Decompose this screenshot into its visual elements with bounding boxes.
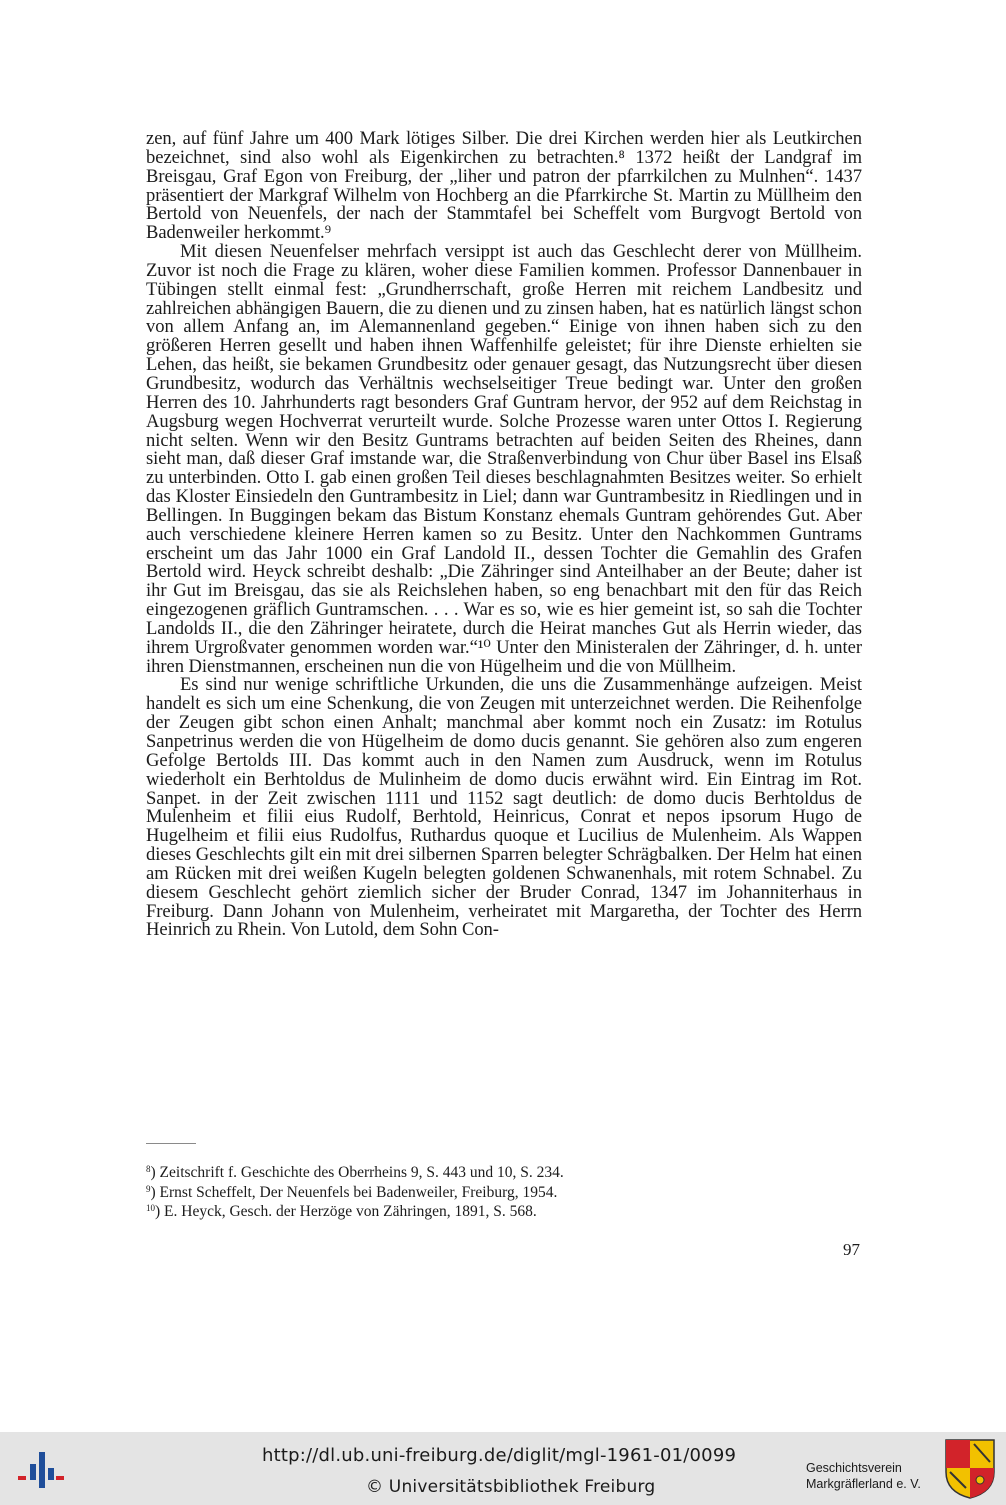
ub-freiburg-logo-icon[interactable] bbox=[18, 1450, 64, 1490]
footnote-text: Zeitschrift f. Geschichte des Oberrheins 9, S. 443 und 10, S. 234. bbox=[159, 1164, 564, 1181]
footnote-9: $^9$) Ernst Scheffelt, Der Neuenfels bei Badenweiler, Freiburg, 1954. bbox=[146, 1183, 558, 1201]
footnote-8: $^8$) Zeitschrift f. Geschichte des Oberrheins 9, S. 443 und 10, S. 234. bbox=[146, 1164, 564, 1181]
footnote-marker: 10 bbox=[146, 1203, 155, 1213]
document-url-link[interactable]: http://dl.ub.uni-freiburg.de/diglit/mgl-1961-01/0099 bbox=[262, 1445, 737, 1466]
paragraph-3: Es sind nur wenige schriftliche Urkunden, die uns die Zusammenhänge aufzeigen. Meist handelt es sich um eine Schenkung, die von Zeugen mit unterzeichnet werden. Die Reihenfolge der Zeugen gibt schon einen Anhalt; manchmal aber kommt noch ein Zusatz: im Rotulus Sanpetrinus werden die von Hügelheim de domo ducis genannt. Sie gehören also zum engeren Gefolge Bertolds III. Das kommt auch in den Namen zum Ausdruck, wenn im Rotulus wiederholt ein Berhtoldus de Mulinheim de domo ducis erwähnt wird. Ein Eintrag im Rot. Sanpet. in der Zeit zwischen 1111 und 1152 sagt deutlich: de domo ducis Berhtoldus de Mulenheim et filii eius Rudolf, Berhtold, Heinricus, Conrat et nepos ipsorum Hugo de Hugelheim et filii eius Rudolfus, Ruthardus quoque et Lucilius de Mulenheim. Als Wappen dieses Geschlechts gilt ein mit drei silbernen Sparren belegter Schrägbalken. Der Helm hat einen am Rücken mit drei weißen Kugeln belegten goldenen Schwanenhals, mit rotem Schnabel. Zu diesem Geschlecht gehört ziemlich sicher der Bruder Conrad, 1347 im Johanniterhaus in Freiburg. Dann Johann von Mulenheim, verheiratet mit Margaretha, der Tochter des Herrn Heinrich zu Rhein. Von Lutold, dem Sohn Con- bbox=[146, 674, 862, 941]
copyright-text: © Universitätsbibliothek Freiburg bbox=[366, 1477, 656, 1497]
footnote-text: Ernst Scheffelt, Der Neuenfels bei Badenweiler, Freiburg, 1954. bbox=[159, 1183, 558, 1201]
page-number: 97 bbox=[843, 1240, 860, 1259]
footnote-10: $^{10}$) E. Heyck, Gesch. der Herzöge von Zähringen, 1891, S. 568. bbox=[146, 1203, 537, 1220]
footnote-marker: 9 bbox=[146, 1183, 151, 1194]
markgraeflerland-crest-icon[interactable] bbox=[944, 1438, 996, 1500]
paragraph-2: Mit diesen Neuenfelser mehrfach versippt ist auch das Geschlecht derer von Müllheim. Zuvor ist noch die Frage zu klären, woher diese Familien kommen. Professor Dannenbauer in Tübingen stellt einmal fest: „Grundherrschaft, große Herren mit reichem Landbesitz und zahlreichen abhängigen Bauern, die zu dienen und zu zinsen haben, hat es natürlich längst schon von allem Anfang an, im Alemannenland gegeben.“ Einige von ihnen haben sich zu den größeren Herren gesellt und haben ihnen Waffenhilfe geleistet; für ihre Dienste erhielten sie Lehen, das heißt, sie bekamen Grundbesitz oder genauer gesagt, das Nutzungsrecht über diesen Grundbesitz, wodurch das Verhältnis wechselseitiger Treue bedingt war. Unter den großen Herren des 10. Jahrhunderts ragt besonders Graf Guntram hervor, der 952 auf dem Reichstag in Augsburg wegen Hochverrat verurteilt wurde. Solche Prozesse waren unter Ottos I. Regierung nicht selten. Wenn wir den Besitz Guntrams betrachten auf beiden Seiten des Rheines, dann sieht man, daß dieser Graf imstande war, die Straßenverbindung von Chur über Basel ins Elsaß zu unterbinden. Otto I. gab einen großen Teil dieses beschlagnahmten Besitzes weiter. So erhielt das Kloster Einsiedeln den Guntrambesitz in Liel; dann war Guntrambesitz in Riedlingen und in Bellingen. In Buggingen bekam das Bistum Konstanz ehemals Guntram gehörendes Gut. Aber auch verschiedene kleinere Herren kamen so zu Besitz. Unter den Nachkommen Guntrams erscheint um das Jahr 1000 ein Graf Landold II., dessen Tochter die Gemahlin des Grafen Bertold wird. Heyck schreibt deshalb: „Die Zähringer sind Anteilhaber an der Beute; daher ist ihr Gut im Breisgau, das sie als Reichslehen haben, so eng benachbart mit den für das Reich eingezogenen gräflich Guntramschen. . . . War es so, wie es hier gemeint ist, so sah die Tochter Landolds II., die den Zähringer heiratete, durch die Heirat manches Gut als Herrin wieder, das ihrem Urgroßvater genommen worden war.“¹⁰ Unter den Ministeralen der Zähringer, d. h. unter ihren Dienstmannen, erscheinen nun die von Hügelheim und die von Müllheim. bbox=[146, 241, 862, 677]
footer-bar bbox=[0, 1432, 1006, 1505]
paragraph-1: zen, auf fünf Jahre um 400 Mark lötiges Silber. Die drei Kirchen werden hier als Leutkirchen bezeichnet, sind also wohl als Eigenkirchen zu betrachten.⁸ 1372 heißt der Landgraf im Breisgau, Graf Egon von Freiburg, der „liher und patron der pfarrkilchen zu Mulnhen“. 1437 präsentiert der Markgraf Wilhelm von Hochberg an die Pfarrkirche St. Martin zu Müllheim den Bertold von Neuenfels, der nach der Stammtafel bei Scheffelt vom Burgvogt Bertold von Badenweiler herkommt.⁹ bbox=[146, 128, 862, 244]
footnote-text: E. Heyck, Gesch. der Herzöge von Zähringen, 1891, S. 568. bbox=[164, 1203, 537, 1220]
society-name bbox=[806, 1460, 940, 1492]
body-text bbox=[146, 130, 862, 940]
footnotes bbox=[146, 1163, 862, 1222]
footnote-marker: 8 bbox=[146, 1164, 151, 1174]
society-line-2: Markgräflerland e. V. bbox=[806, 1477, 921, 1491]
society-line-1: Geschichtsverein bbox=[806, 1461, 902, 1475]
footnote-rule bbox=[146, 1143, 196, 1144]
